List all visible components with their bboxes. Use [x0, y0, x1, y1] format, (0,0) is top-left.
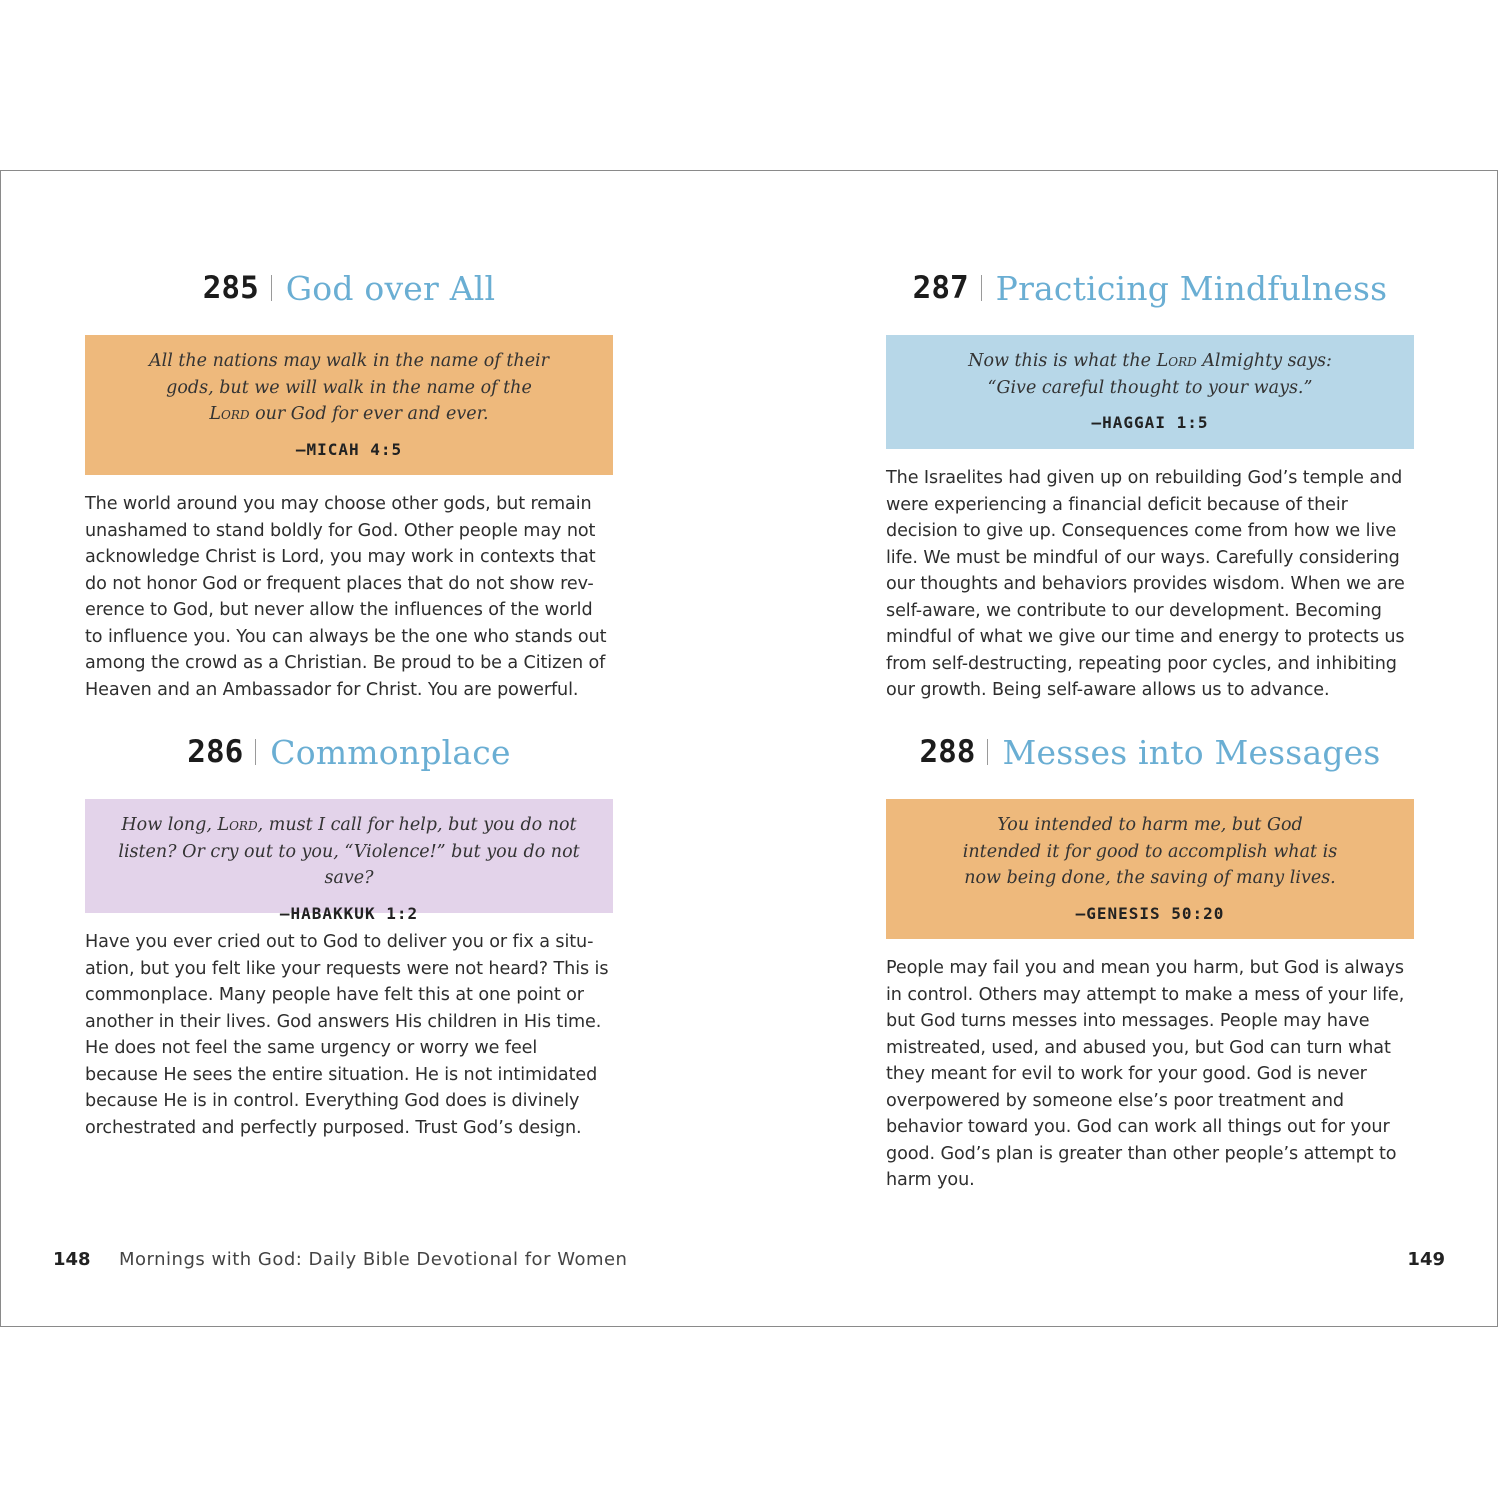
entry-number: 285: [202, 270, 259, 306]
verse-text: Now this is what the Lord Almighty says: “Give careful thought to your ways.”: [968, 351, 1332, 398]
entry-title: Messes into Messages: [1002, 732, 1381, 772]
book-spread: [0, 170, 1498, 1327]
entry-title: God over All: [285, 268, 496, 308]
verse-reference: —GENESIS 50:20: [1075, 903, 1225, 923]
left-page-number: 148: [53, 1249, 91, 1270]
verse-box: [85, 799, 613, 923]
verse-box: [85, 335, 613, 475]
entry-number: 286: [187, 734, 244, 770]
entry-heading: [886, 727, 1414, 777]
entry-number: 287: [912, 270, 969, 306]
verse-reference: —HABAKKUK 1:2: [279, 903, 419, 923]
entry-body: People may fail you and mean you harm, but God is always in control. Others may attempt to make a mess of your life, but God turns messes into messages. People may have mistreated, used, and abused you, but God can turn what they meant for evil to work for your good. God is never overpowered by someone else’s poor treatment and behavior toward you. God can work all things out for your good. God’s plan is greater than other people’s attempt to harm you.: [886, 958, 1405, 1190]
verse-box: [886, 335, 1414, 449]
entry-heading: [85, 727, 613, 777]
entry-body: The Israelites had given up on rebuilding God’s temple and were experiencing a financial deficit because of their decision to give up. Consequences come from how we live life. We must be mindful of our ways. Carefully considering our thoughts and behaviors provides wisdom. When we are self-aware, we contribute to our development. Becoming mindful of what we give our time and energy to protects us from self-destructing, repeating poor cycles, and inhibiting our growth. Being self-aware allows us to advance.: [886, 468, 1405, 700]
verse-reference: —MICAH 4:5: [295, 439, 403, 459]
entry-heading: [886, 263, 1414, 313]
verse-box: [886, 799, 1414, 939]
heading-divider: [255, 739, 256, 765]
entry-title: Practicing Mindfulness: [995, 268, 1388, 308]
entry-title: Commonplace: [270, 732, 511, 772]
entry-heading: [85, 263, 613, 313]
heading-divider: [981, 275, 982, 301]
right-page-number: 149: [1407, 1249, 1445, 1270]
entry-body: Have you ever cried out to God to deliver you or fix a situ-ation, but you felt like your requests were not heard? This is commonplace. Many people have felt this at one point or another in their lives. God answers His children in His time. He does not feel the same urgency or worry we feel because He sees the entire situation. He is not intimidated because He is in control. Everything God does is divinely orchestrated and perfectly purposed. Trust God’s design.: [85, 932, 609, 1138]
entry-number: 288: [919, 734, 976, 770]
verse-text: All the nations may walk in the name of their gods, but we will walk in the name of the Lord our God for ever and ever.: [148, 351, 550, 424]
entry-body: The world around you may choose other gods, but remain unashamed to stand boldly for God. Other people may not acknowledge Christ is Lord, you may work in contexts that do not honor God or frequent places that do not show rev-erence to God, but never allow the influences of the world to influence you. You can always be the one who stands out among the crowd as a Christian. Be proud to be a Citizen of Heaven and an Ambassador for Christ. You are powerful.: [85, 494, 607, 700]
heading-divider: [987, 739, 988, 765]
verse-reference: —HAGGAI 1:5: [1091, 413, 1209, 432]
running-footer-title: Mornings with God: Daily Bible Devotional for Women: [119, 1249, 628, 1270]
verse-text: How long, Lord, must I call for help, but you do not listen? Or cry out to you, “Violence!” but you do not save?: [118, 815, 580, 888]
verse-text: You intended to harm me, but God intended it for good to accomplish what is now being done, the saving of many lives.: [962, 815, 1338, 888]
heading-divider: [271, 275, 272, 301]
